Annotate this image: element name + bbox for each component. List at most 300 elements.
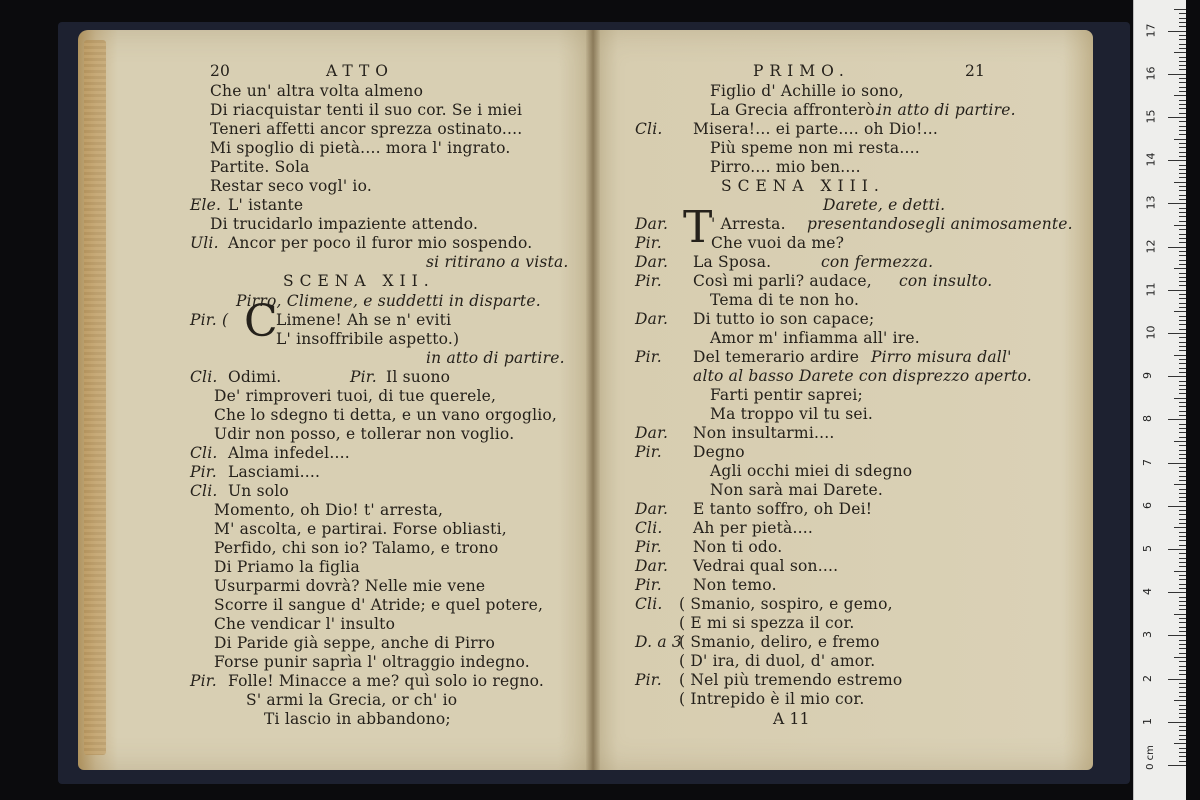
speaker-label: Pir. (635, 538, 662, 556)
verse-line: Vedrai qual son.... (693, 557, 839, 575)
ruler-tick (1179, 363, 1186, 364)
ruler-tick (1179, 493, 1186, 494)
ruler-tick (1179, 350, 1186, 351)
ruler-tick (1179, 467, 1186, 468)
ruler-tick (1168, 549, 1186, 550)
ruler-tick (1174, 139, 1186, 140)
ruler-tick (1179, 666, 1186, 667)
speaker-label: Dar. (635, 424, 669, 442)
ruler-tick (1179, 69, 1186, 70)
stage-direction: con fermezza. (821, 253, 934, 271)
ruler-tick (1174, 225, 1186, 226)
ruler-tick (1179, 402, 1186, 403)
ruler-tick (1179, 458, 1186, 459)
ruler-tick (1179, 497, 1186, 498)
verse-line: Ancor per poco il furor mio sospendo. (228, 234, 533, 252)
verse-line: Così mi parli? audace, (693, 272, 872, 290)
verse-line: Figlio d' Achille io sono, (710, 82, 904, 100)
ruler-tick (1179, 545, 1186, 546)
ruler-tick (1179, 514, 1186, 515)
verse-line: Non temo. (693, 576, 777, 594)
verse-line: Perfido, chi son io? Talamo, e trono (214, 539, 499, 557)
ruler-tick (1174, 398, 1186, 399)
measuring-ruler (1133, 0, 1186, 800)
ruler-tick (1179, 540, 1186, 541)
ruler-tick (1179, 208, 1186, 209)
ruler-tick (1179, 169, 1186, 170)
ruler-tick (1168, 376, 1186, 377)
verse-line: Il suono (386, 368, 451, 386)
ruler-tick (1174, 9, 1186, 10)
ruler-tick (1179, 216, 1186, 217)
verse-line: Più speme non mi resta.... (710, 139, 920, 157)
ruler-tick (1179, 277, 1186, 278)
ruler-tick (1179, 177, 1186, 178)
speaker-label: Dar. (635, 310, 669, 328)
stage-direction: presentandosegli animosamente. (807, 215, 1073, 233)
ruler-tick (1179, 683, 1186, 684)
speaker-label: Dar. (635, 215, 669, 233)
ruler-tick (1179, 588, 1186, 589)
ruler-tick (1179, 752, 1186, 753)
right-page (593, 30, 1093, 770)
ruler-tick (1179, 152, 1186, 153)
ruler-tick (1168, 74, 1186, 75)
verse-line: Ti lascio in abbandono; (264, 710, 451, 728)
ruler-tick (1179, 130, 1186, 131)
speaker-label: Cli. (190, 482, 218, 500)
ruler-tick (1179, 735, 1186, 736)
ruler-tick (1174, 657, 1186, 658)
ruler-tick (1179, 91, 1186, 92)
ruler-tick (1179, 108, 1186, 109)
ruler-number: 16 (1144, 66, 1158, 81)
ruler-tick (1174, 95, 1186, 96)
ruler-tick (1168, 419, 1186, 420)
verse-line: S' armi la Grecia, or ch' io (246, 691, 458, 709)
ruler-tick (1179, 342, 1186, 343)
ruler-tick (1179, 320, 1186, 321)
ruler-tick (1179, 82, 1186, 83)
speaker-label: Cli. (190, 368, 218, 386)
verse-line: De' rimproveri tuoi, di tue querele, (214, 387, 497, 405)
stage-direction: alto al basso Darete con disprezzo aperto. (693, 367, 1032, 385)
ruler-tick (1179, 285, 1186, 286)
ruler-tick (1179, 393, 1186, 394)
ruler-tick (1179, 415, 1186, 416)
verse-line: ( Smanio, deliro, e fremo (679, 633, 880, 651)
speaker-label: Pir. ( (190, 311, 229, 329)
ruler-tick (1179, 627, 1186, 628)
ruler-tick (1179, 454, 1186, 455)
ruler-tick (1179, 100, 1186, 101)
ruler-tick (1179, 631, 1186, 632)
ruler-tick (1179, 234, 1186, 235)
ruler-tick (1179, 260, 1186, 261)
verse-line: Odimi. (228, 368, 282, 386)
ruler-tick (1179, 705, 1186, 706)
ruler-tick (1174, 484, 1186, 485)
speaker-label: Cli. (635, 595, 663, 613)
verse-line: Mi spoglio di pietà.... mora l' ingrato. (210, 139, 511, 157)
ruler-tick (1179, 298, 1186, 299)
verse-line: M' ascolta, e partirai. Forse obliasti, (214, 520, 507, 538)
verse-line: L' istante (228, 196, 304, 214)
ruler-tick (1179, 44, 1186, 45)
ruler-tick (1179, 739, 1186, 740)
ruler-tick (1179, 381, 1186, 382)
verse-line: La Grecia affronterò. (710, 101, 880, 119)
ruler-tick (1179, 450, 1186, 451)
ruler-tick (1179, 212, 1186, 213)
ruler-tick (1174, 355, 1186, 356)
verse-line: Restar seco vogl' io. (210, 177, 372, 195)
ruler-tick (1179, 264, 1186, 265)
ruler-tick (1174, 527, 1186, 528)
verse-line: Degno (693, 443, 745, 461)
speaker-label: Uli. (190, 234, 219, 252)
ruler-tick (1179, 229, 1186, 230)
ruler-number: 10 (1144, 325, 1158, 340)
ruler-tick (1179, 221, 1186, 222)
ruler-tick (1179, 584, 1186, 585)
ruler-number: 4 (1141, 588, 1154, 596)
ruler-tick (1179, 761, 1186, 762)
verse-line: Pirro.... mio ben.... (710, 158, 861, 176)
ruler-tick (1179, 756, 1186, 757)
ruler-tick (1168, 765, 1186, 766)
ruler-tick (1179, 605, 1186, 606)
verse-line: Non ti odo. (693, 538, 783, 556)
verse-line: Di Priamo la figlia (214, 558, 361, 576)
ruler-tick (1179, 156, 1186, 157)
ruler-tick (1179, 437, 1186, 438)
verse-line: Lasciami.... (228, 463, 321, 481)
ruler-tick (1174, 614, 1186, 615)
verse-line: La Sposa. (693, 253, 772, 271)
ruler-tick (1179, 190, 1186, 191)
verse-line: E tanto soffro, oh Dei! (693, 500, 873, 518)
verse-line: Udir non posso, e tollerar non voglio. (214, 425, 515, 443)
verse-line: ( D' ira, di duol, d' amor. (679, 652, 876, 670)
ruler-tick (1179, 13, 1186, 14)
verse-line: Ma troppo vil tu sei. (710, 405, 874, 423)
verse-line: ' Arresta. (711, 215, 786, 233)
ruler-tick (1179, 113, 1186, 114)
speaker-label: Cli. (635, 519, 663, 537)
ruler-tick (1174, 743, 1186, 744)
ruler-tick (1179, 670, 1186, 671)
ruler-tick (1179, 87, 1186, 88)
speaker-label: D. a 3 (635, 633, 682, 651)
ruler-tick (1168, 722, 1186, 723)
verse-line: Momento, oh Dio! t' arresta, (214, 501, 444, 519)
ruler-tick (1179, 61, 1186, 62)
ruler-tick (1179, 424, 1186, 425)
ruler-number: 12 (1144, 239, 1158, 254)
ruler-tick (1179, 238, 1186, 239)
speaker-label: Cli. (635, 120, 663, 138)
ruler-tick (1179, 329, 1186, 330)
verse-line: Folle! Minacce a me? quì solo io regno. (228, 672, 545, 690)
book-gutter (586, 30, 600, 770)
ruler-tick (1168, 247, 1186, 248)
verse-line: Amor m' infiamma all' ire. (710, 329, 920, 347)
speaker-label: Pir. (635, 348, 662, 366)
ruler-tick (1179, 597, 1186, 598)
ruler-tick (1179, 324, 1186, 325)
ruler-tick (1179, 609, 1186, 610)
ruler-number: 8 (1141, 415, 1154, 423)
ruler-tick (1179, 445, 1186, 446)
ruler-tick (1168, 203, 1186, 204)
verse-line: Alma infedel.... (228, 444, 350, 462)
ruler-tick (1168, 635, 1186, 636)
stage-direction: in atto di partire. (426, 349, 565, 367)
running-head: ATTO (326, 62, 395, 80)
ruler-tick (1179, 648, 1186, 649)
drop-cap: C (244, 296, 278, 347)
ruler-tick (1179, 748, 1186, 749)
ruler-tick (1179, 199, 1186, 200)
ruler-tick (1179, 186, 1186, 187)
verse-line: Tema di te non ho. (710, 291, 860, 309)
speaker-label: Pir. (350, 368, 377, 386)
verse-line: Partite. Sola (210, 158, 310, 176)
running-head: PRIMO. (753, 62, 850, 80)
ruler-number: 5 (1141, 545, 1154, 552)
ruler-number: 11 (1144, 282, 1158, 297)
ruler-tick (1168, 506, 1186, 507)
signature-mark: A 11 (773, 710, 810, 728)
ruler-tick (1179, 35, 1186, 36)
ruler-number: 14 (1144, 152, 1158, 167)
verse-line: Di trucidarlo impaziente attendo. (210, 215, 479, 233)
verse-line: Che lo sdegno ti detta, e un vano orgoglio, (214, 406, 558, 424)
speaker-label: Pir. (635, 234, 662, 252)
speaker-label: Pir. (635, 272, 662, 290)
speaker-label: Ele. (190, 196, 222, 214)
ruler-tick (1168, 160, 1186, 161)
verse-line: Di tutto io son capace; (693, 310, 875, 328)
ruler-number: 1 (1141, 717, 1154, 725)
ruler-tick (1179, 242, 1186, 243)
speaker-label: Pir. (190, 672, 217, 690)
ruler-tick (1179, 104, 1186, 105)
ruler-tick (1179, 501, 1186, 502)
ruler-tick (1179, 726, 1186, 727)
speaker-label: Pir. (635, 443, 662, 461)
ruler-tick (1179, 385, 1186, 386)
speaker-label: Dar. (635, 557, 669, 575)
speaker-label: Pir. (635, 671, 662, 689)
verse-line: ( Nel più tremendo estremo (679, 671, 903, 689)
verse-line: Usurparmi dovrà? Nelle mie vene (214, 577, 486, 595)
ruler-tick (1174, 268, 1186, 269)
ruler-tick (1179, 121, 1186, 122)
ruler-tick (1174, 700, 1186, 701)
ruler-tick (1179, 428, 1186, 429)
ruler-number: 7 (1141, 458, 1154, 466)
ruler-tick (1179, 359, 1186, 360)
ruler-tick (1179, 523, 1186, 524)
verse-line: Non sarà mai Darete. (710, 481, 883, 499)
verse-line: Limene! Ah se n' eviti (276, 311, 452, 329)
ruler-tick (1179, 273, 1186, 274)
verse-line: ( E mi si spezza il cor. (679, 614, 855, 632)
verse-line: Scorre il sangue d' Atride; e quel potere, (214, 596, 544, 614)
ruler-tick (1179, 143, 1186, 144)
speaker-label: Cli. (190, 444, 218, 462)
verse-line: Che vendicar l' insulto (214, 615, 396, 633)
scene-heading: SCENA XII. (283, 272, 435, 290)
ruler-tick (1179, 368, 1186, 369)
ruler-tick (1179, 730, 1186, 731)
ruler-tick (1179, 126, 1186, 127)
ruler-tick (1179, 307, 1186, 308)
ruler-tick (1179, 618, 1186, 619)
verse-line: Forse punir saprìa l' oltraggio indegno. (214, 653, 530, 671)
ruler-tick (1179, 519, 1186, 520)
ruler-tick (1168, 31, 1186, 32)
scene-heading: SCENA XIII. (721, 177, 885, 195)
ruler-tick (1179, 562, 1186, 563)
speaker-label: Dar. (635, 500, 669, 518)
verse-line: Un solo (228, 482, 289, 500)
page-edge-strip (84, 40, 106, 755)
ruler-tick (1168, 679, 1186, 680)
ruler-tick (1179, 195, 1186, 196)
verse-line: ( Smanio, sospiro, e gemo, (679, 595, 893, 613)
ruler-tick (1179, 372, 1186, 373)
ruler-number: 9 (1141, 372, 1154, 380)
ruler-tick (1179, 251, 1186, 252)
verse-line: Teneri affetti ancor sprezza ostinato.... (210, 120, 523, 138)
ruler-number: 3 (1141, 631, 1154, 639)
ruler-tick (1179, 389, 1186, 390)
verse-line: ( Intrepido è il mio cor. (679, 690, 865, 708)
ruler-tick (1174, 311, 1186, 312)
ruler-tick (1179, 558, 1186, 559)
ruler-tick (1179, 510, 1186, 511)
verse-line: Che vuoi da me? (711, 234, 845, 252)
ruler-tick (1179, 173, 1186, 174)
ruler-tick (1179, 255, 1186, 256)
stage-direction: Pirro misura dall' (871, 348, 1012, 366)
open-book (78, 30, 1093, 770)
ruler-tick (1179, 316, 1186, 317)
ruler-tick (1168, 290, 1186, 291)
ruler-tick (1179, 22, 1186, 23)
ruler-number: 15 (1144, 109, 1158, 124)
speaker-label: Pir. (190, 463, 217, 481)
ruler-tick (1179, 709, 1186, 710)
ruler-tick (1174, 182, 1186, 183)
ruler-tick (1179, 406, 1186, 407)
ruler-tick (1179, 674, 1186, 675)
ruler-tick (1168, 117, 1186, 118)
ruler-tick (1168, 333, 1186, 334)
ruler-tick (1179, 575, 1186, 576)
ruler-tick (1179, 411, 1186, 412)
verse-line: Che un' altra volta almeno (210, 82, 424, 100)
page-number: 20 (210, 62, 231, 80)
ruler-tick (1179, 532, 1186, 533)
speaker-label: Pir. (635, 576, 662, 594)
ruler-tick (1179, 471, 1186, 472)
ruler-tick (1179, 337, 1186, 338)
ruler-tick (1174, 441, 1186, 442)
ruler-number: 6 (1141, 501, 1154, 509)
verse-line: Non insultarmi.... (693, 424, 835, 442)
speaker-label: Dar. (635, 253, 669, 271)
ruler-number: 2 (1141, 674, 1154, 682)
ruler-tick (1179, 39, 1186, 40)
ruler-tick (1179, 644, 1186, 645)
verse-line: Ah per pietà.... (693, 519, 813, 537)
ruler-tick (1179, 696, 1186, 697)
ruler-tick (1179, 26, 1186, 27)
ruler-tick (1179, 661, 1186, 662)
verse-line: Farti pentir saprei; (710, 386, 863, 404)
scene-characters: Darete, e detti. (823, 196, 946, 214)
ruler-tick (1179, 536, 1186, 537)
ruler-tick (1179, 687, 1186, 688)
ruler-tick (1179, 601, 1186, 602)
ruler-tick (1179, 653, 1186, 654)
ruler-tick (1168, 592, 1186, 593)
verse-line: Di Paride già seppe, anche di Pirro (214, 634, 496, 652)
ruler-unit-label: 0 cm (1144, 745, 1156, 770)
ruler-number: 13 (1144, 195, 1158, 210)
verse-line: Di riacquistar tenti il suo cor. Se i miei (210, 101, 523, 119)
ruler-tick (1174, 52, 1186, 53)
ruler-tick (1179, 48, 1186, 49)
ruler-tick (1179, 553, 1186, 554)
ruler-tick (1179, 346, 1186, 347)
ruler-tick (1179, 147, 1186, 148)
ruler-tick (1179, 713, 1186, 714)
ruler-tick (1179, 717, 1186, 718)
ruler-tick (1179, 432, 1186, 433)
ruler-tick (1179, 78, 1186, 79)
ruler-tick (1179, 65, 1186, 66)
ruler-tick (1179, 281, 1186, 282)
ruler-tick (1179, 566, 1186, 567)
page-number: 21 (965, 62, 986, 80)
stage-direction: in atto di partire. (877, 101, 1016, 119)
ruler-number: 17 (1144, 23, 1158, 38)
ruler-tick (1179, 622, 1186, 623)
ruler-tick (1179, 692, 1186, 693)
scene-characters: Pirro, Climene, e suddetti in disparte. (236, 292, 541, 310)
stage-direction: con insulto. (899, 272, 993, 290)
ruler-tick (1179, 303, 1186, 304)
stage-direction: si ritirano a vista. (426, 253, 569, 271)
ruler-tick (1179, 476, 1186, 477)
verse-line: L' insoffribile aspetto.) (276, 330, 460, 348)
ruler-tick (1168, 463, 1186, 464)
verse-line: Misera!... ei parte.... oh Dio!... (693, 120, 938, 138)
ruler-tick (1179, 294, 1186, 295)
ruler-tick (1179, 165, 1186, 166)
ruler-tick (1179, 480, 1186, 481)
verse-line: Agli occhi miei di sdegno (710, 462, 913, 480)
verse-line: Del temerario ardire (693, 348, 860, 366)
ruler-tick (1179, 489, 1186, 490)
drop-cap: T (683, 202, 713, 253)
ruler-tick (1174, 571, 1186, 572)
